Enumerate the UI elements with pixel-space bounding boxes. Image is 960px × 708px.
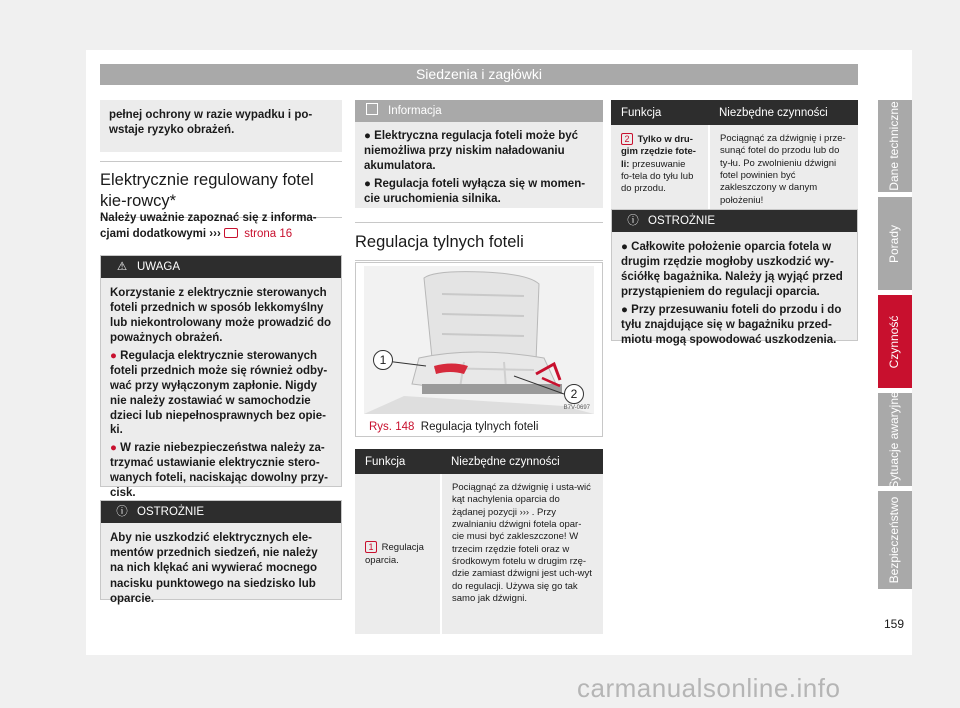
callout-badge: 1 [365,541,377,553]
warning-intro: Korzystanie z elektrycznie sterowanych foteli przednich w sposób lekkomyślny lub niekontrolowany może prowadzić do poważnych obrażeń. [110,287,332,344]
caution-body [612,232,857,356]
table-header: Funkcja [355,449,441,474]
figure-number: Rys. 148 [369,421,415,433]
table-header: Niezbędne czynności [709,100,858,125]
page-header: Siedzenia i zagłówki [100,64,858,85]
table-header: Funkcja [611,100,709,125]
sidebar-tab-porady[interactable]: Porady [878,197,912,290]
page-number: 159 [883,617,905,631]
table-cell-function: 1 Regulacja oparcia. [355,474,441,634]
caution-circle-icon: ⓘ [116,506,128,518]
caution-item: ● Całkowite położenie oparcia fotela w drugim rzędzie mogłoby uszkodzić wy-ściółkę bagażnika. Należy ją wyjąć przed przystąpieniem do regulacji oparcia. [621,241,843,298]
bullet-icon: ● [110,349,121,362]
sidebar-tab-bezpieczenstwo[interactable]: Bezpieczeństwo [878,491,912,589]
warning-item: ● Regulacja elektrycznie sterowanych foteli przednich może się również odby-wać przy wyłączonym zapłonie. Nigdy nie należy zostawiać w samochodzie dzieci lub niepełnosprawnych bez opie-ki. [110,349,328,437]
caution-header [612,210,857,232]
lead-paragraph [100,211,342,242]
info-box [355,100,603,208]
function-table-1 [355,449,603,634]
figure-code: B7V-0697 [563,405,590,412]
table-cell-function: 2 Tylko w dru-gim rzędzie fote-li: przesuwanie fo-tela do tyłu lub do przodu. [611,125,709,215]
lead-text: Należy uważnie zapoznać się z informa-cjami dodatkowymi [100,212,317,240]
caution-header [101,501,341,523]
sidebar-tab-czynnosc[interactable]: Czynność [878,295,912,388]
caution-body: Aby nie uszkodzić elektrycznych ele-mentów przednich siedzeń, nie należy na nich klękać ani wywierać mocnego nacisku punktowego na siedzisko lub oparcie. [110,532,318,605]
bullet-icon: ● [110,442,121,455]
info-item: ● Elektryczna regulacja foteli może być niemożliwa przy niskim naładowaniu akumulatora. [364,130,579,172]
figure-148 [355,262,603,437]
table-row [611,125,858,215]
section-title-rear-seats [355,222,603,261]
callout-2: 2 [564,384,584,404]
caution-title: OSTROŻNIE [137,506,205,518]
info-title: Informacja [388,105,442,117]
table-cell-steps: Pociągnąć za dźwignię i usta-wić kąt nachylenia oparcia do żądanej pozycji ››› . Przy zwalnianiu dźwigni fotela opar-cie musi być zakleszczone! W trzecim rzędzie foteli oraz w środkowym fotelu w drugim rzę-dzie zamiast dźwigni jest uch-wyt do regulacji. Używa się go tak samo jak dźwigni. [441,474,603,634]
watermark: carmanualsonline.info [577,673,841,703]
ref-page: strona 16 [244,227,293,240]
section-heading: Regulacja tylnych foteli [355,233,524,251]
info-item: ● Regulacja foteli wyłącza się w momen-cie uruchomienia silnika. [364,177,586,205]
callout-badge: 2 [621,133,633,145]
caution-title: OSTROŻNIE [648,215,716,227]
ref-arrows: ››› [209,227,224,240]
section-heading: Elektrycznie regulowany fotel kie-rowcy* [100,171,314,210]
info-body [355,122,603,214]
table-row [355,474,603,634]
caution-circle-icon: ⓘ [627,215,639,227]
info-square-icon [366,103,378,115]
intro-box: pełnej ochrony w razie wypadku i po-wstaje ryzyko obrażeń. [100,100,342,152]
caution-box-rear [611,209,858,346]
info-header [355,100,603,122]
figure-caption [369,420,538,435]
seat-illustration [364,266,594,414]
seat-drawing [364,266,594,414]
warning-header [101,256,341,278]
warning-item: ● W razie niebezpieczeństwa należy za-trzymać ustawianie elektrycznie stero-wanych foteli, naciskając dowolny przy-cisk. [110,442,328,500]
figure-caption-text: Regulacja tylnych foteli [420,421,539,433]
sidebar-tab-sytuacje-awaryjne[interactable]: Sytuacje awaryjne [878,393,912,486]
sidebar-tab-dane-techniczne[interactable]: Dane techniczne [878,100,912,192]
book-icon [224,228,238,238]
warning-triangle-icon: ⚠ [116,261,128,273]
caution-box [100,500,342,605]
warning-title: UWAGA [137,261,181,273]
callout-1: 1 [373,350,393,370]
cross-ref-link[interactable] [209,228,292,240]
table-header: Niezbędne czynności [441,449,603,474]
warning-box [100,255,342,500]
caution-item: ● Przy przesuwaniu foteli do przodu i do tyłu znajdujące się w bagażniku przed-miotu mogą spowodować uszkodzenia. [621,303,842,346]
section-title-electric-seat [100,161,342,218]
table-cell-steps: Pociągnąć za dźwignię i prze-sunąć fotel do przodu lub do ty-łu. Po zwolnieniu dźwigni fotel powinien być zakleszczony w danym położeniu! [709,125,858,215]
warning-body [101,278,341,509]
function-table-2 [611,100,858,215]
